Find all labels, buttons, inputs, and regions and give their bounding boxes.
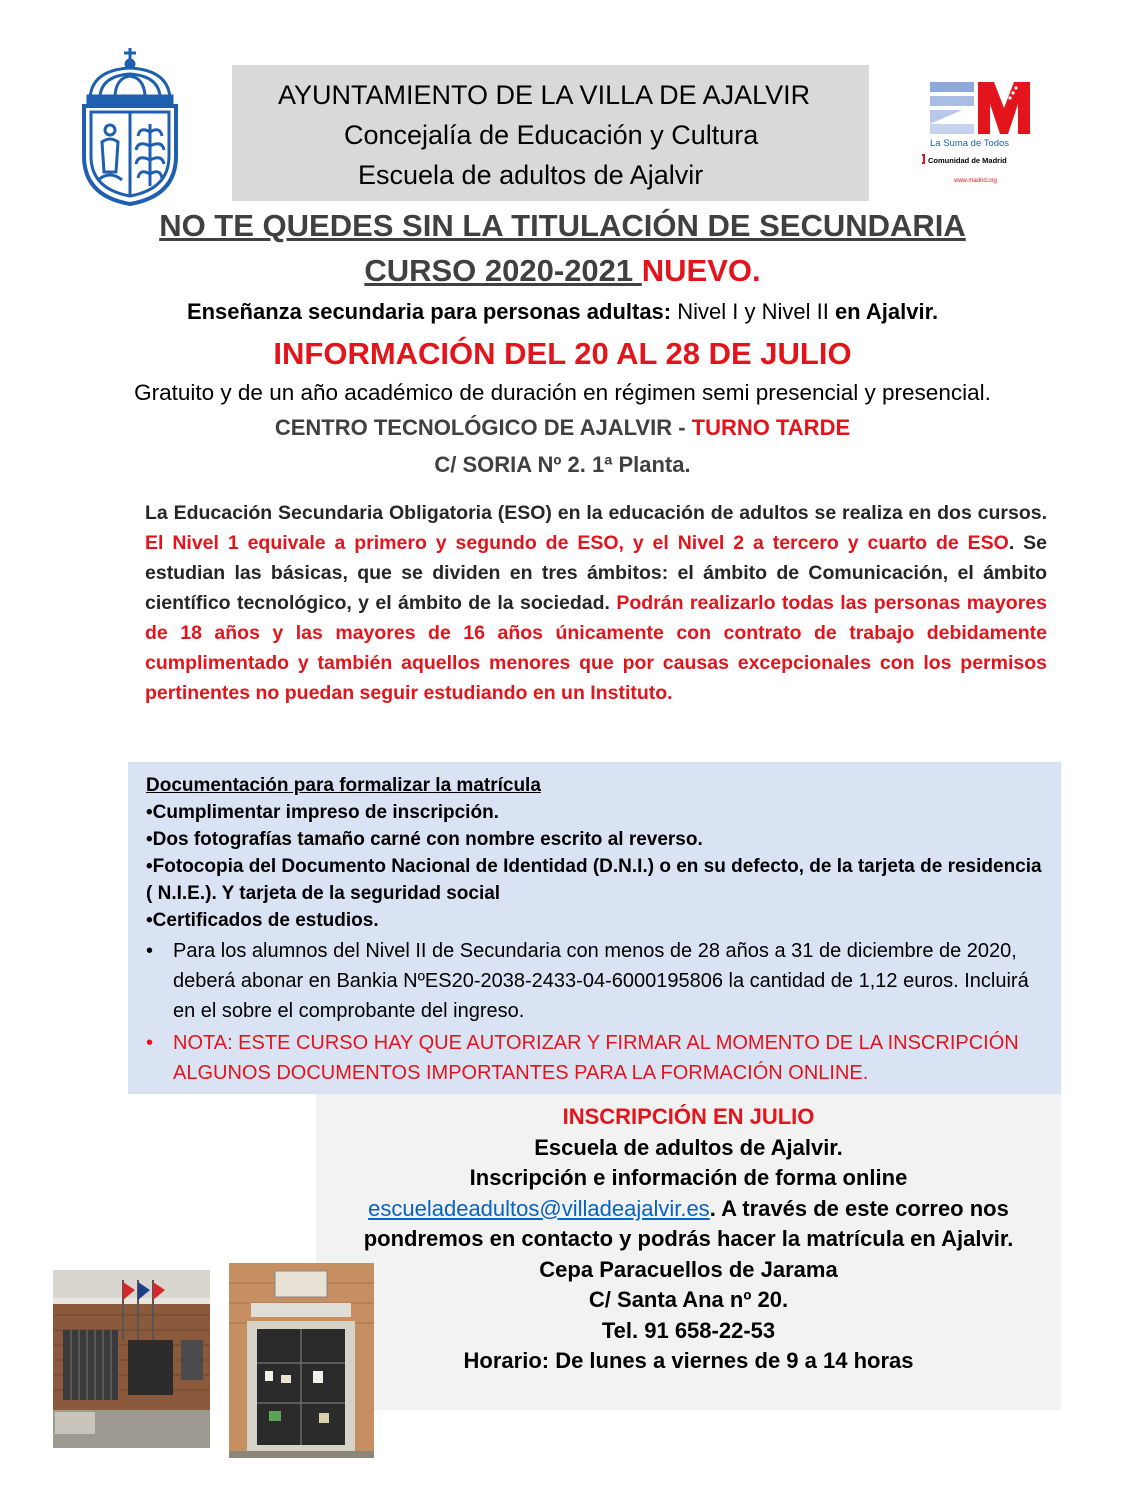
- centro-name: CENTRO TECNOLÓGICO DE AJALVIR -: [274, 415, 692, 440]
- paragraph-part-4: Podrán realizarlo todas las personas mayores de 18 años y las mayores de 16 años únicamente con contrato de trabajo debidamente cumplimentado y también aquellos menores que por causas excepcionales con los permisos pertinentes no puedan seguir estudiando en un Instituto.: [145, 592, 1047, 704]
- free-line: Gratuito y de un año académico de duración en régimen semi presencial y presencial.: [134, 380, 991, 405]
- info-dates: INFORMACIÓN DEL 20 AL 28 DE JULIO: [273, 336, 852, 371]
- inscription-online: Inscripción e información de forma online: [469, 1165, 908, 1190]
- cepa-phone: Tel. 91 658-22-53: [601, 1317, 776, 1343]
- bullet-icon: •: [146, 1032, 154, 1054]
- subtitle-part-3: en Ajalvir.: [834, 299, 939, 324]
- paragraph-part-2: El Nivel 1 equivale a primero y segundo de ESO, y el Nivel 2 a tercero y cuarto de ESO: [145, 532, 1009, 554]
- email-link[interactable]: escueladeadultos@villadeajalvir.es: [368, 1195, 710, 1221]
- comunidad-madrid-logo: [922, 78, 1042, 193]
- course-year: CURSO 2020-2021: [364, 253, 642, 288]
- eso-paragraph: [145, 498, 1047, 708]
- logo-url: www.madrid.org: [954, 178, 998, 184]
- course-title: [0, 253, 1125, 289]
- docs-bullet-payment: [146, 936, 1043, 1026]
- ajalvir-crest-icon: [80, 46, 180, 206]
- docs-item: •Dos fotografías tamaño carné con nombre escrito al reverso.: [146, 829, 703, 850]
- header-line-2: Concejalía de Educación y Cultura: [344, 120, 759, 150]
- centro-line: [0, 415, 1125, 441]
- inscription-heading: INSCRIPCIÓN EN JULIO: [562, 1104, 815, 1129]
- centro-turno: TURNO TARDE: [691, 415, 851, 440]
- header-box: [232, 65, 869, 201]
- inscription-box: [316, 1094, 1061, 1410]
- header-line-1: AYUNTAMIENTO DE LA VILLA DE AJALVIR: [278, 80, 811, 110]
- docs-title: Documentación para formalizar la matrícula: [146, 775, 541, 796]
- subtitle-part-1: Enseñanza secundaria para personas adultas:: [186, 299, 672, 324]
- inscription-school: Escuela de adultos de Ajalvir.: [534, 1134, 843, 1160]
- logo-slogan: La Suma de Todos: [930, 138, 1010, 149]
- address: C/ SORIA Nº 2. 1ª Planta.: [434, 452, 691, 477]
- inscription-contact: [316, 1194, 1061, 1255]
- payment-text: Para los alumnos del Nivel II de Secundaria con menos de 28 años a 31 de diciembre de 2020, deberá abonar en Bankia NºES20-2038-2433-04-6000195806 la cantidad de 1,12 euros. Incluirá en el sobre el comprobante del ingreso.: [173, 940, 1029, 1022]
- subtitle-part-2: Nivel I y Nivel II: [671, 299, 835, 324]
- main-title-text: NO TE QUEDES SIN LA TITULACIÓN DE SECUNDARIA: [159, 208, 966, 243]
- docs-bullet-note: [146, 1028, 1043, 1088]
- cepa-name: Cepa Paracuellos de Jarama: [539, 1256, 838, 1282]
- paragraph-part-1: La Educación Secundaria Obligatoria (ESO) en la educación de adultos se realiza en dos cursos.: [145, 502, 1047, 524]
- cepa-address: C/ Santa Ana nº 20.: [588, 1287, 789, 1312]
- header-line-3: Escuela de adultos de Ajalvir: [358, 160, 704, 190]
- documentation-box: [128, 762, 1061, 1094]
- paragraph-part-3: . Se estudian las básicas, que se dividen en tres ámbitos: el ámbito de Comunicación, el ámbito científico tecnológico, y el ámbito de la sociedad.: [145, 532, 1047, 614]
- main-title: [0, 208, 1125, 244]
- docs-item: •Cumplimentar impreso de inscripción.: [146, 802, 499, 823]
- logo-name: Comunidad de Madrid: [928, 156, 1007, 165]
- docs-item: •Certificados de estudios.: [146, 910, 379, 931]
- school-door-photo: [229, 1263, 374, 1458]
- docs-item: •Fotocopia del Documento Nacional de Identidad (D.N.I.) o en su defecto, de la tarjeta de residencia ( N.I.E.). Y tarjeta de la seguridad social: [146, 856, 1042, 904]
- subtitle: [0, 299, 1125, 325]
- school-building-photo: [53, 1270, 210, 1448]
- note-text: NOTA: ESTE CURSO HAY QUE AUTORIZAR Y FIRMAR AL MOMENTO DE LA INSCRIPCIÓN ALGUNOS DOCUMENTOS IMPORTANTES PARA LA FORMACIÓN ONLINE.: [173, 1032, 1019, 1084]
- course-new: NUEVO.: [641, 253, 761, 288]
- cepa-hours: Horario: De lunes a viernes de 9 a 14 horas: [463, 1348, 914, 1373]
- email-after-text: . A través de este correo nos pondremos en contacto y podrás hacer la matrícula en Ajalvir.: [363, 1195, 1014, 1251]
- bullet-icon: •: [146, 940, 154, 962]
